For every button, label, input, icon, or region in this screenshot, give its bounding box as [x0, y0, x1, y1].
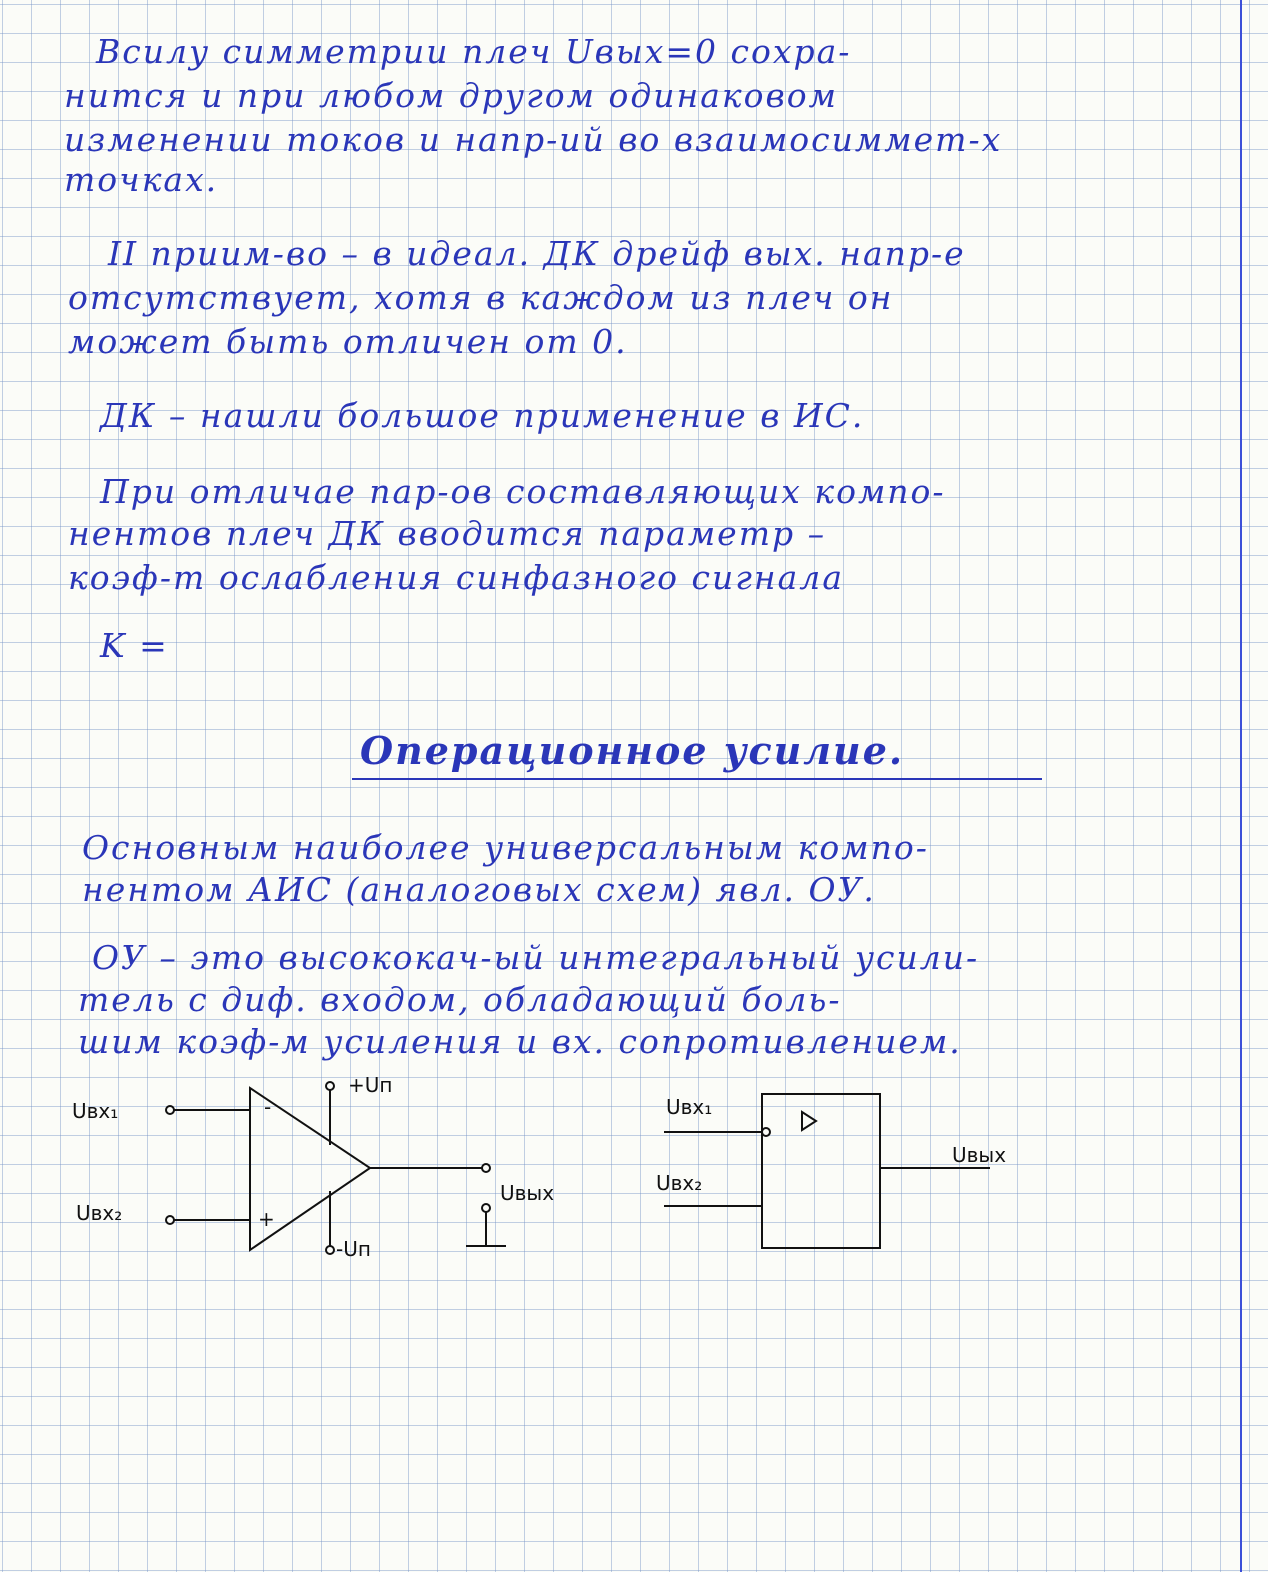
section-heading: Операционное усилие. — [360, 728, 905, 773]
output-terminal — [482, 1164, 490, 1172]
note-line: тель с диф. входом, обладающий боль- — [78, 980, 842, 1019]
note-line: нентов плеч ДК вводится параметр – — [68, 514, 827, 553]
label-block-input2: Uвх₂ — [656, 1171, 703, 1195]
plus-supply-terminal — [326, 1082, 334, 1090]
opamp-diagrams — [0, 1070, 1268, 1270]
label-plus-supply: +Uп — [348, 1073, 393, 1097]
label-minus-supply: -Uп — [336, 1237, 371, 1261]
note-line: нится и при любом другом одинаковом — [64, 76, 838, 115]
note-line: изменении токов и напр-ий во взаимосиммет-х — [64, 120, 1003, 159]
ground-terminal — [482, 1204, 490, 1212]
note-line: может быть отличен от 0. — [68, 322, 628, 361]
note-line: II приим-во – в идеал. ДК дрейф вых. напр-е — [108, 234, 966, 273]
label-output: Uвых — [500, 1181, 555, 1205]
label-plus-sign: + — [258, 1207, 275, 1231]
note-line: шим коэф-м усиления и вх. сопротивлением. — [78, 1022, 962, 1061]
notebook-margin-line — [1240, 0, 1242, 1572]
label-minus-sign: - — [264, 1095, 272, 1119]
note-line: Всилу симметрии плеч Uвых=0 сохра- — [96, 32, 852, 71]
note-line: ОУ – это высококач-ый интегральный усили- — [92, 938, 980, 977]
opamp-block — [762, 1094, 880, 1248]
label-block-input1: Uвх₁ — [666, 1095, 713, 1119]
note-line: нентом АИС (аналоговых схем) явл. ОУ. — [82, 870, 876, 909]
block-inverting-input — [762, 1128, 770, 1136]
formula-k: K = — [100, 626, 169, 665]
minus-supply-terminal — [326, 1246, 334, 1254]
note-line: Основным наиболее универсальным компо- — [82, 828, 929, 867]
note-line: ДК – нашли большое применение в ИС. — [100, 396, 865, 435]
input2-terminal — [166, 1216, 174, 1224]
input1-terminal — [166, 1106, 174, 1114]
label-input1: Uвх₁ — [72, 1099, 119, 1123]
heading-underline — [352, 778, 1042, 780]
note-line: коэф-т ослабления синфазного сигнала — [68, 558, 844, 597]
note-line: точках. — [64, 160, 219, 199]
note-line: отсутствует, хотя в каждом из плеч он — [68, 278, 894, 317]
note-line: При отличае пар-ов составляющих компо- — [100, 472, 946, 511]
label-input2: Uвх₂ — [76, 1201, 123, 1225]
amplifier-triangle-icon — [802, 1112, 816, 1130]
label-block-output: Uвых — [952, 1143, 1007, 1167]
